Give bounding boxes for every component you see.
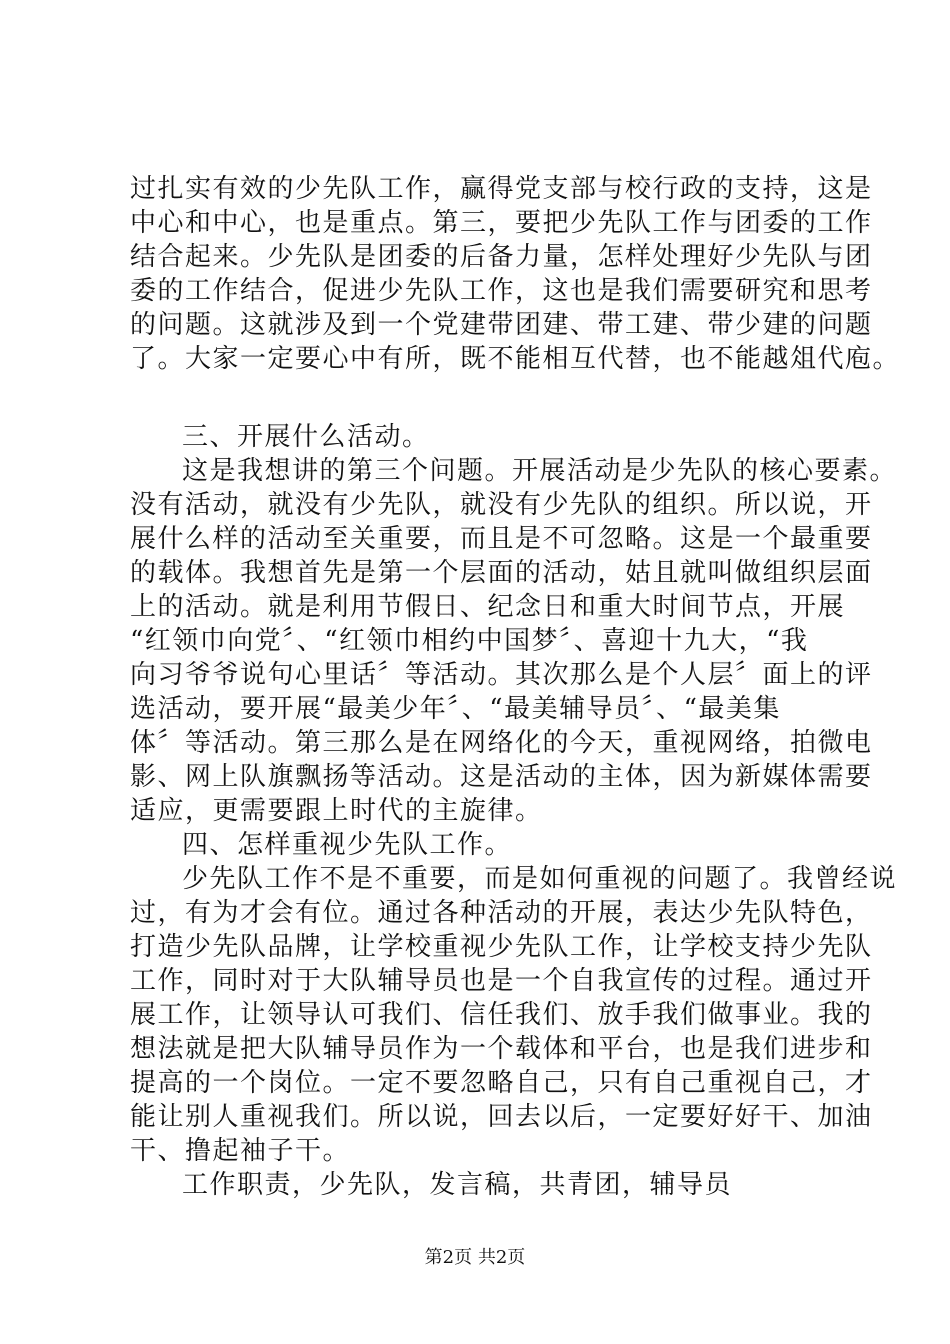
- keywords-line: 工作职责，少先队，发言稿，共青团，辅导员: [182, 1170, 733, 1200]
- text-line: 少先队工作不是不重要，而是如何重视的问题了。我曾经说: [182, 864, 898, 894]
- text-line: 提高的一个岗位。一定不要忽略自己，只有自己重视自己，才: [130, 1068, 873, 1098]
- text-line: “红领巾向党〞、“红领巾相约中国梦〞、喜迎十九大，“我: [130, 626, 809, 656]
- text-line: 选活动，要开展“最美少年〞、“最美辅导员〞、“最美集: [130, 694, 781, 724]
- text-line: 这是我想讲的第三个问题。开展活动是少先队的核心要素。: [182, 456, 898, 486]
- text-line: 向习爷爷说句心里话〞等活动。其次那么是个人层〞面上的评: [130, 660, 873, 690]
- section-heading-4: 四、怎样重视少先队工作。: [182, 830, 513, 860]
- text-line: 委的工作结合，促进少先队工作，这也是我们需要研究和思考: [130, 276, 873, 306]
- text-line: 工作，同时对于大队辅导员也是一个自我宣传的过程。通过开: [130, 966, 873, 996]
- text-line: 适应，更需要跟上时代的主旋律。: [130, 796, 543, 826]
- text-line: 的问题。这就涉及到一个党建带团建、带工建、带少建的问题: [130, 310, 873, 340]
- text-line: 干、撸起袖子干。: [130, 1136, 351, 1166]
- text-line: 结合起来。少先队是团委的后备力量，怎样处理好少先队与团: [130, 242, 873, 272]
- text-line: 过，有为才会有位。通过各种活动的开展，表达少先队特色，: [130, 898, 873, 928]
- text-line: 体〞等活动。第三那么是在网络化的今天，重视网络，拍微电: [130, 728, 873, 758]
- text-line: 展什么样的活动至关重要，而且是不可忽略。这是一个最重要: [130, 524, 873, 554]
- text-line: 能让别人重视我们。所以说，回去以后，一定要好好干、加油: [130, 1102, 873, 1132]
- text-line: 过扎实有效的少先队工作，赢得党支部与校行政的支持，这是: [130, 174, 873, 204]
- document-body: [130, 172, 901, 1202]
- page-footer: 第2页 共2页: [424, 1247, 526, 1268]
- paragraph-3: [130, 454, 898, 828]
- text-line: 展工作，让领导认可我们、信任我们、放手我们做事业。我的: [130, 1000, 873, 1030]
- paragraph-gap: [130, 376, 840, 420]
- paragraph-1: [130, 172, 901, 376]
- text-line: 想法就是把大队辅导员作为一个载体和平台，也是我们进步和: [130, 1034, 873, 1064]
- text-line: 打造少先队品牌，让学校重视少先队工作，让学校支持少先队: [130, 932, 873, 962]
- section-heading-3: 三、开展什么活动。: [182, 422, 430, 452]
- text-line: 没有活动，就没有少先队，就没有少先队的组织。所以说，开: [130, 490, 873, 520]
- paragraph-4: [130, 862, 898, 1168]
- text-line: 的载体。我想首先是第一个层面的活动，姑且就叫做组织层面: [130, 558, 873, 588]
- text-line: 了。大家一定要心中有所，既不能相互代替，也不能越俎代庖。: [130, 344, 901, 374]
- text-line: 影、网上队旗飘扬等活动。这是活动的主体，因为新媒体需要: [130, 762, 873, 792]
- text-line: 中心和中心，也是重点。第三，要把少先队工作与团委的工作: [130, 208, 873, 238]
- text-line: 上的活动。就是利用节假日、纪念日和重大时间节点，开展: [130, 592, 846, 622]
